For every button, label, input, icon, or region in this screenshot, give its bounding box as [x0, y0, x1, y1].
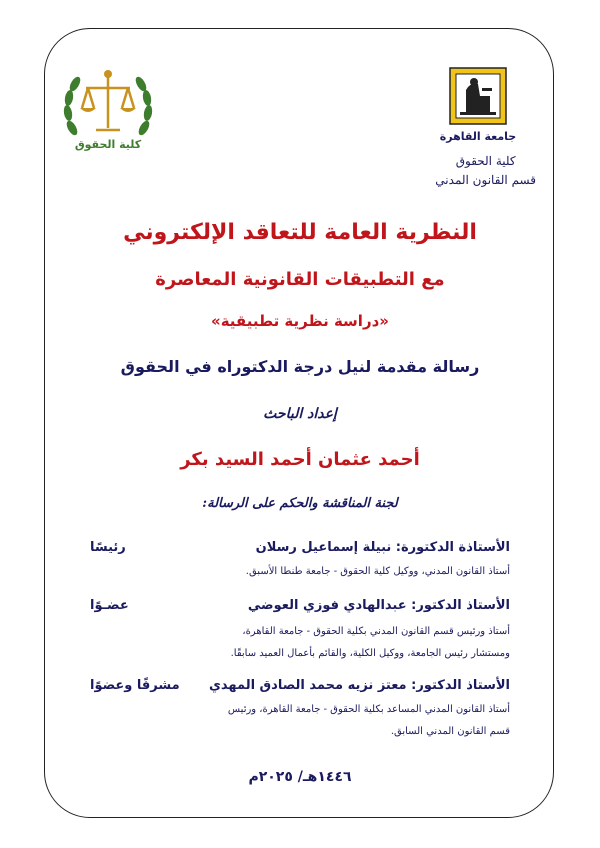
- committee-label: لجنة المناقشة والحكم على الرسالة:: [202, 496, 398, 511]
- svg-text:جامعة القاهرة: جامعة القاهرة: [439, 130, 517, 143]
- subtitle: مع التطبيقات القانونية المعاصرة: [155, 269, 445, 290]
- study-type: «دراسة نظرية تطبيقية»: [211, 312, 389, 330]
- faculty-department-block: [435, 152, 536, 190]
- member-role: مشرفًا وعضوًا: [90, 678, 180, 693]
- member-description: أستاذ القانون المدني المساعد بكلية الحقوق - جامعة القاهرة، ورئيس: [227, 704, 510, 715]
- member-name: الأستاذ الدكتور: عبدالهادي فوزي العوضي: [247, 598, 510, 613]
- member-name: الأستاذة الدكتورة: نبيلة إسماعيل رسلان: [255, 540, 510, 555]
- member-name: الأستاذ الدكتور: معتز نزيه محمد الصادق المهدي: [208, 678, 510, 693]
- cairo-university-logo-icon: [439, 66, 517, 150]
- prepared-by-label: إعداد الباحث: [263, 406, 337, 422]
- thesis-statement: رسالة مقدمة لنيل درجة الدكتوراه في الحقوق: [120, 357, 480, 376]
- member-description: قسم القانون المدني السابق.: [390, 726, 510, 737]
- member-description: أستاذ ورئيس قسم القانون المدني بكلية الحقوق - جامعة القاهرة،: [242, 626, 510, 637]
- main-title: النظرية العامة للتعاقد الإلكتروني: [123, 220, 477, 245]
- member-role: عضـوًا: [90, 598, 129, 613]
- member-description: أستاذ القانون المدني، ووكيل كلية الحقوق - جامعة طنطا الأسبق.: [245, 566, 510, 577]
- member-role: رئيسًا: [90, 540, 126, 555]
- svg-text:كلية الحقوق: كلية الحقوق: [74, 138, 142, 151]
- researcher-name: أحمد عثمان أحمد السيد بكر: [180, 449, 420, 470]
- date: ١٤٤٦هـ/ ٢٠٢٥م: [248, 769, 352, 785]
- department-name: قسم القانون المدني: [435, 173, 536, 187]
- member-description: ومستشار رئيس الجامعة، ووكيل الكلية، والقائم بأعمال العميد سابقًا.: [230, 648, 510, 659]
- faculty-of-law-logo-icon: [60, 58, 156, 158]
- faculty-name: كلية الحقوق: [455, 154, 516, 168]
